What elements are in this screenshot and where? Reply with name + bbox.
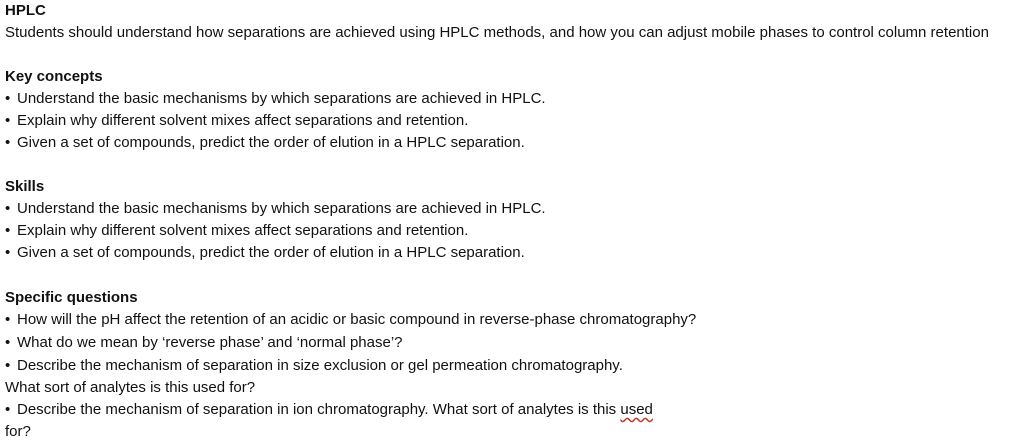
document-title: HPLC: [5, 2, 46, 19]
skills-item: • Understand the basic mechanisms by which separations are achieved in HPLC.: [5, 199, 546, 219]
skills-heading: Skills: [5, 178, 45, 195]
intro-paragraph: Students should understand how separations are achieved using HPLC methods, and how you can adjust mobile phases to control column retention: [5, 24, 989, 41]
key-concepts-item: • Explain why different solvent mixes affect separations and retention.: [5, 111, 468, 131]
spellcheck-flagged-word[interactable]: used: [620, 401, 653, 418]
question-item: • Describe the mechanism of separation in size exclusion or gel permeation chromatography.: [5, 356, 623, 376]
question-continuation: What sort of analytes is this used for?: [5, 379, 256, 396]
skills-item: • Given a set of compounds, predict the order of elution in a HPLC separation.: [5, 243, 525, 263]
question-item: • What do we mean by ‘reverse phase’ and ‘normal phase’?: [5, 333, 403, 353]
question-text: Describe the mechanism of separation in ion chromatography. What sort of analytes is this: [17, 401, 617, 418]
key-concepts-item: • Understand the basic mechanisms by which separations are achieved in HPLC.: [5, 89, 546, 109]
question-continuation: for?: [5, 423, 31, 440]
skills-item: • Explain why different solvent mixes affect separations and retention.: [5, 221, 468, 241]
key-concepts-heading: Key concepts: [5, 68, 103, 85]
specific-questions-heading: Specific questions: [5, 289, 138, 306]
key-concepts-item: • Given a set of compounds, predict the order of elution in a HPLC separation.: [5, 133, 525, 153]
question-item: • How will the pH affect the retention of an acidic or basic compound in reverse-phase chromatography?: [5, 310, 696, 330]
question-item: [5, 400, 653, 420]
